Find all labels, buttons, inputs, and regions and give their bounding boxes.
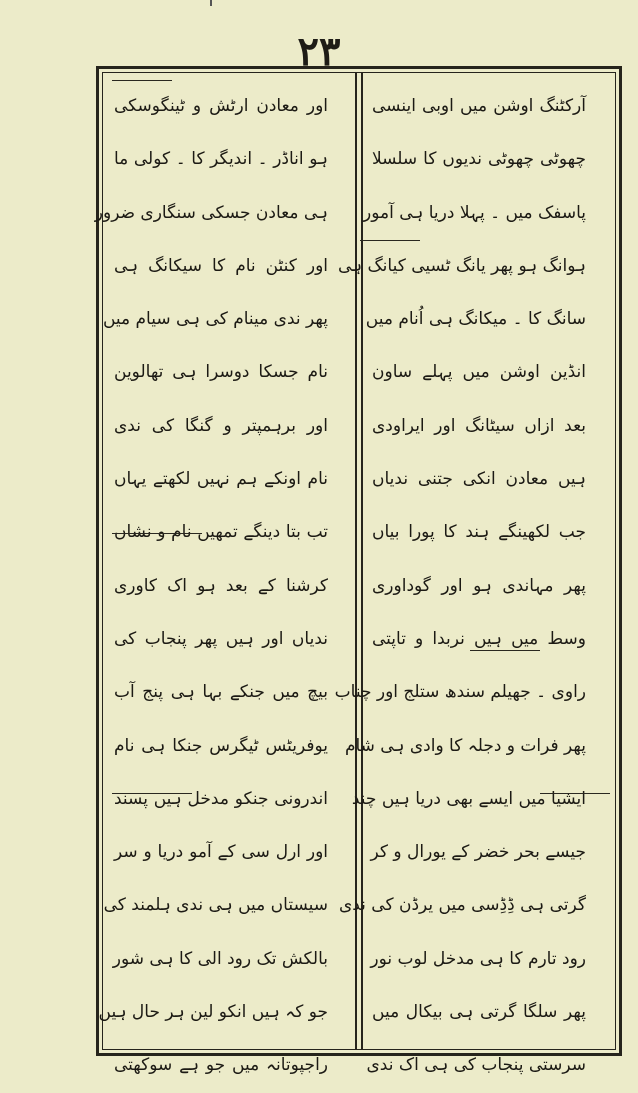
page-number: ٢٣ bbox=[297, 28, 341, 75]
verse-line: ہو اناڈر ۔ اندیگر کا ۔ کولی ما bbox=[114, 149, 328, 170]
verse-line: رود تارم کا ہی مدخل لوب نور bbox=[370, 948, 586, 969]
verse-line: گرتی ہی ڈِڈِسی میں یرڈن کی ندی bbox=[338, 895, 586, 916]
verse-line: بیچ میں جنکے بہا ہی پنج آب bbox=[114, 682, 328, 703]
verse-line: پھر مہاندی ہو اور گوداوری bbox=[372, 575, 586, 596]
section-rule bbox=[540, 793, 610, 794]
section-rule bbox=[360, 240, 420, 241]
verse-line: ہوانگ ہو پھر یانگ ٹسیی کیانگ ہی bbox=[337, 255, 586, 276]
verse-line: ہیں معادن انکی جتنی ندیاں bbox=[372, 469, 586, 490]
verse-line: آرکٹنگ اوشن میں اوبی اینسی bbox=[372, 96, 586, 116]
verse-line: وسط میں ہیں نربدا و تاپتی bbox=[372, 628, 586, 649]
section-rule bbox=[112, 80, 172, 81]
verse-line: پاسفک میں ۔ پہلا دریا ہی آمور bbox=[362, 202, 586, 223]
section-rule bbox=[112, 533, 202, 534]
verse-line: ندیاں اور ہیں پھر پنجاب کی bbox=[114, 628, 328, 649]
right-column bbox=[334, 80, 590, 1076]
section-rule bbox=[112, 793, 192, 794]
verse-line: راوی ۔ جھیلم سندھ ستلج اور چناب bbox=[334, 682, 586, 703]
verse-line: اور برہمپتر و گنگا کی ندی bbox=[114, 415, 328, 436]
verse-line: سرستی پنجاب کی ہی اک ندی bbox=[366, 1055, 586, 1076]
verse-line: جیسے بحر خضر کے یورال و کر bbox=[370, 842, 586, 863]
verse-line: کرشنا کے بعد ہو اک کاوری bbox=[114, 575, 328, 596]
verse-line: اور ارل سی کے آمو دریا و سر bbox=[114, 842, 328, 863]
verse-line: چھوٹی چھوٹی ندیوں کا سلسلا bbox=[372, 149, 586, 170]
verse-line: اور معادن ارٹش و ٹینگوسکی bbox=[114, 96, 328, 116]
section-rule bbox=[470, 650, 540, 651]
page-edge-mark bbox=[210, 0, 212, 6]
verse-line: انڈین اوشن میں پہلے ساون bbox=[372, 362, 586, 383]
verse-line: راجپوتانہ میں جو ہے سوکھتی bbox=[114, 1055, 328, 1076]
verse-line: سیستاں میں ہی ندی ہلمند کی bbox=[103, 895, 328, 916]
left-column bbox=[94, 80, 332, 1076]
verse-line: پھر سلگا گرتی ہی بیکال میں bbox=[372, 1002, 586, 1023]
verse-line: ہی معادن جسکی سنگاری ضرور bbox=[94, 202, 328, 223]
verse-line: پھر فرات و دجلہ کا وادی ہی شام bbox=[344, 735, 586, 756]
verse-line: بالکش تک رود الی کا ہی شور bbox=[112, 948, 328, 969]
verse-line: اور کنٹن نام کا سیکانگ ہی bbox=[114, 255, 328, 276]
verse-line: سانگ کا ۔ میکانگ ہی اُنام میں bbox=[365, 309, 586, 330]
verse-line: یوفریٹس ٹیگرس جنکا ہی نام bbox=[114, 735, 328, 756]
verse-line: تب بتا دینگے تمھیں نام و نشاں bbox=[114, 522, 328, 543]
verse-line: ایشیا میں ایسے بھی دریا ہیں چند bbox=[351, 788, 586, 809]
verse-line: جو کہ ہیں انکو لین ہر حال ہیں bbox=[98, 1002, 328, 1023]
verse-line: پھر ندی مینام کی ہی سیام میں bbox=[102, 309, 328, 330]
verse-line: بعد ازاں سیٹانگ اور ایراودی bbox=[372, 415, 586, 436]
verse-line: نام اونکے ہم نہیں لکھتے یہاں bbox=[114, 469, 328, 490]
verse-line: اندرونی جنکو مدخل ہیں پسند bbox=[114, 788, 328, 809]
verse-line: جب لکھینگے ہند کا پورا بیاں bbox=[372, 522, 586, 543]
verse-line: نام جسکا دوسرا ہی تھالوین bbox=[114, 362, 328, 383]
